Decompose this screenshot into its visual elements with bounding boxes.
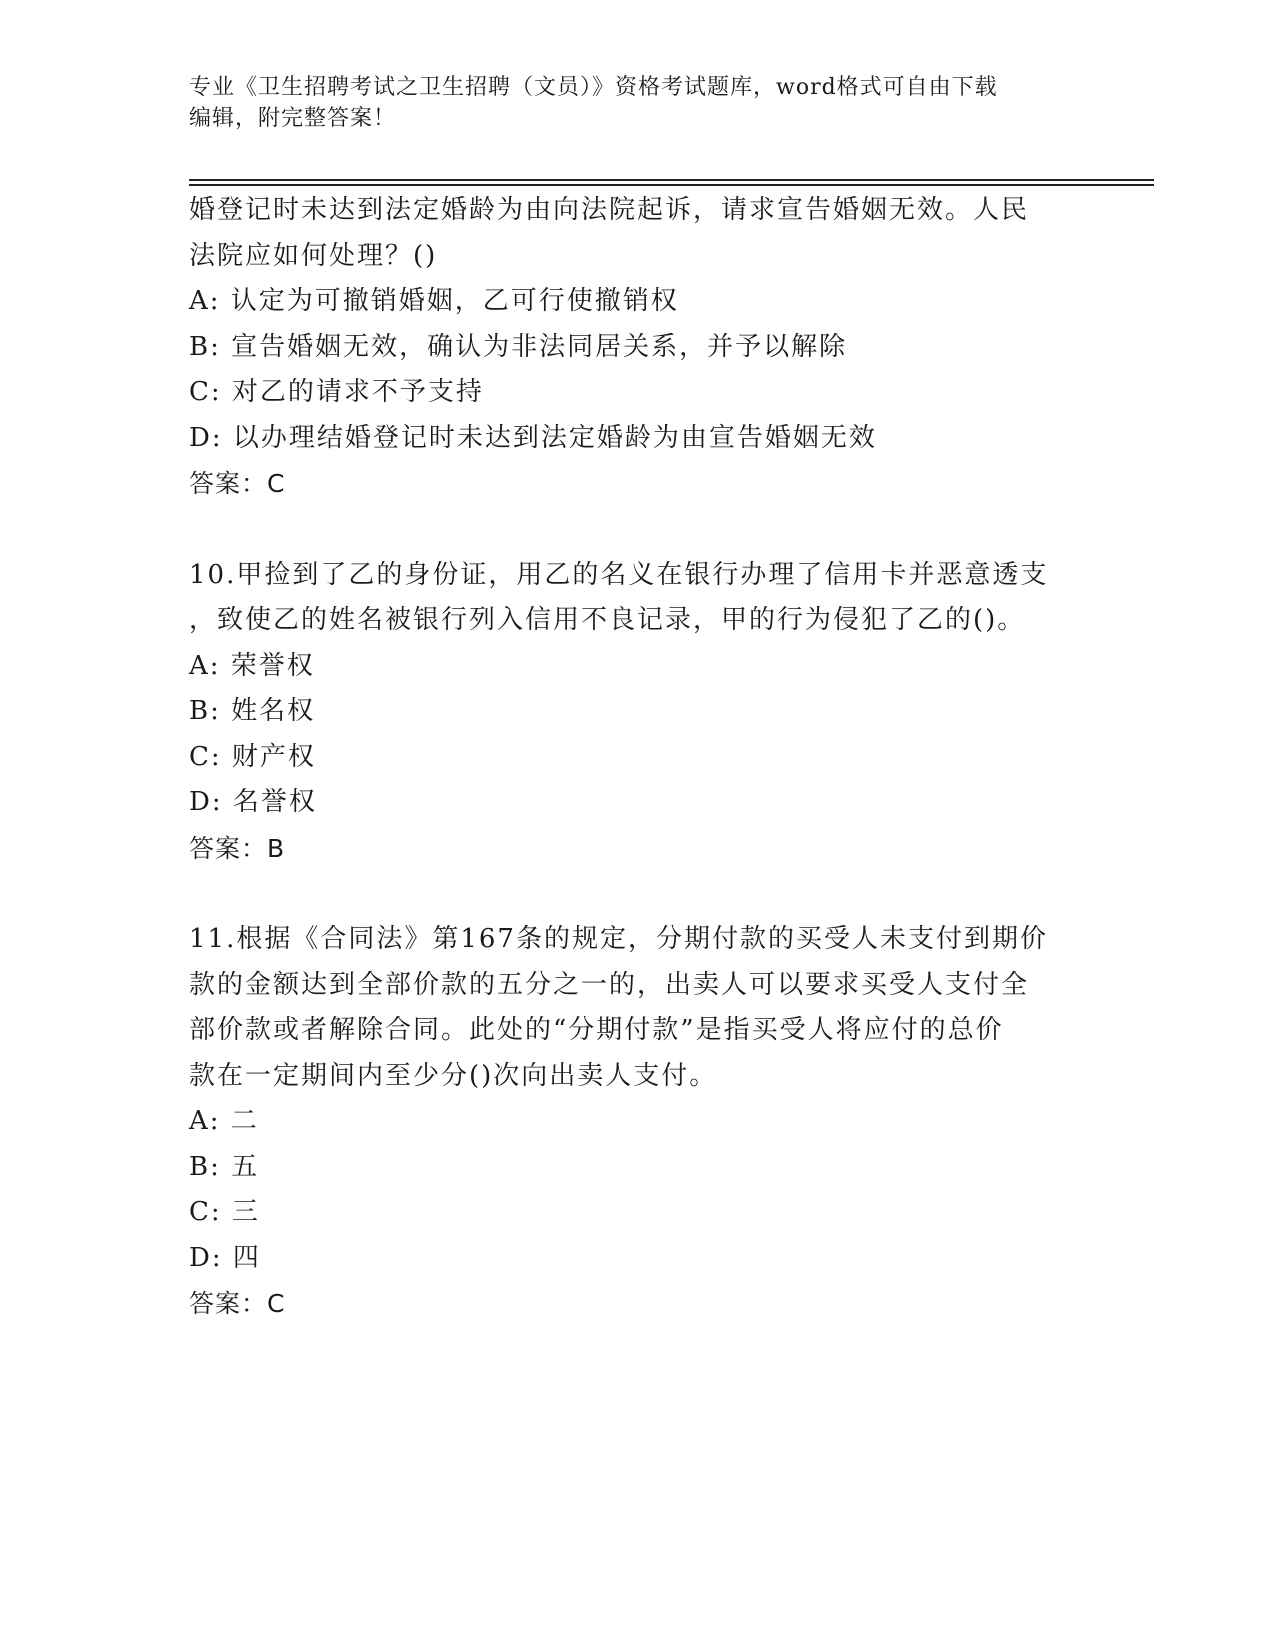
header-divider-top [189,179,1154,181]
option-d: D: 四 [189,1242,261,1273]
option-c: C: 对乙的请求不予支持 [189,377,484,407]
question-text-line: ，致使乙的姓名被银行列入信用不良记录，甲的行为侵犯了乙的()。 [189,605,1026,635]
header-divider-bottom [189,184,1154,186]
question-text-line: 款的金额达到全部价款的五分之一的，出卖人可以要求买受人支付全 [189,969,1030,1000]
option-c: C: 三 [189,1197,260,1227]
question-10 [189,553,1089,872]
option-b: B: 五 [189,1151,260,1182]
option-a: A: 荣誉权 [189,650,315,681]
header-line-2: 编辑，附完整答案！ [189,106,397,131]
question-text-line: 婚登记时未达到法定婚龄为由向法院起诉，请求宣告婚姻无效。人民 [189,195,1030,225]
option-d: D: 名誉权 [189,787,317,817]
question-text-line: 10.甲捡到了乙的身份证，用乙的名义在银行办理了信用卡并恶意透支 [189,559,1049,590]
option-a: A: 二 [189,1106,259,1136]
question-text-line: 11.根据《合同法》第167条的规定，分期付款的买受人未支付到期价 [189,924,1048,954]
answer-line: 答案：C [189,1289,286,1318]
question-9 [189,188,1089,507]
answer-line: 答案：B [189,833,286,863]
question-text-line: 部价款或者解除合同。此处的“分期付款”是指买受人将应付的总价 [189,1015,1004,1045]
question-11 [189,917,1089,1327]
header-line-1: 专业《卫生招聘考试之卫生招聘（文员）》资格考试题库，word格式可自由下载 [189,75,998,100]
option-b: B: 姓名权 [189,696,316,726]
spacer [189,507,1089,553]
question-text-line: 款在一定期间内至少分()次向出卖人支付。 [189,1060,718,1091]
option-d: D: 以办理结婚登记时未达到法定婚龄为由宣告婚姻无效 [189,422,877,453]
question-text-line: 法院应如何处理？() [189,240,438,271]
option-c: C: 财产权 [189,741,316,772]
spacer [189,871,1089,917]
document-header [189,72,1089,134]
question-content [189,188,1089,1327]
option-b: B: 宣告婚姻无效，确认为非法同居关系，并予以解除 [189,331,848,362]
answer-line: 答案：C [189,469,286,498]
option-a: A: 认定为可撤销婚姻，乙可行使撤销权 [189,286,679,316]
